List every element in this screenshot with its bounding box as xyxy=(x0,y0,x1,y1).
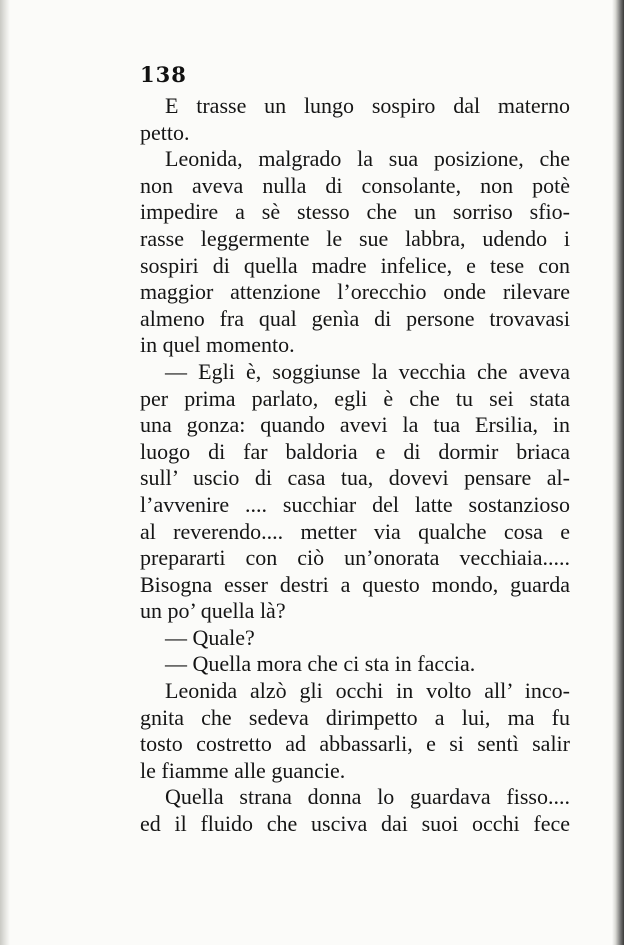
text-line: l’avvenire .... succhiar del latte sostanzioso xyxy=(140,491,570,517)
text-line: rasse leggermente le sue labbra, udendo i xyxy=(140,225,570,251)
text-line: petto. xyxy=(140,119,190,145)
page-left-edge xyxy=(0,0,10,945)
text-line: una gonza: quando avevi la tua Ersilia, in xyxy=(140,412,570,438)
text-line: luogo di far baldoria e di dormir briaca xyxy=(140,438,570,464)
text-line: Leonida, malgrado la sua posizione, che xyxy=(165,146,570,172)
text-line: maggior attenzione l’orecchio onde rilevare xyxy=(140,279,570,305)
body-text xyxy=(140,93,570,838)
text-line: impedire a sè stesso che un sorriso sfio- xyxy=(140,199,570,225)
page-right-edge xyxy=(612,0,624,945)
text-line: al reverendo.... metter via qualche cosa e xyxy=(140,518,570,544)
text-line: — Egli è, soggiunse la vecchia che aveva xyxy=(165,358,570,384)
text-line: Leonida alzò gli occhi in volto all’ inco- xyxy=(165,678,570,704)
text-line: — Quella mora che ci sta in faccia. xyxy=(165,651,476,677)
text-line: Bisogna esser destri a questo mondo, guarda xyxy=(140,571,570,597)
text-line: non aveva nulla di consolante, non potè xyxy=(140,172,570,198)
text-line: E trasse un lungo sospiro dal materno xyxy=(165,93,570,118)
page-number: 138 xyxy=(140,62,187,87)
text-line: per prima parlato, egli è che tu sei stata xyxy=(140,385,570,411)
text-line: Quella strana donna lo guardava fisso.... xyxy=(165,784,570,810)
text-line: tosto costretto ad abbassarli, e si sentì salir xyxy=(140,731,570,757)
text-line: prepararti con ciò un’onorata vecchiaia..... xyxy=(140,545,570,571)
text-line: sospiri di quella madre infelice, e tese con xyxy=(140,252,570,278)
text-line: — Quale? xyxy=(165,624,255,650)
text-line: in quel momento. xyxy=(140,332,295,358)
text-line: un po’ quella là? xyxy=(140,598,286,624)
text-line: le fiamme alle guancie. xyxy=(140,757,346,783)
text-line: ed il fluido che usciva dai suoi occhi fece xyxy=(140,811,570,837)
text-line: sull’ uscio di casa tua, dovevi pensare al- xyxy=(140,465,570,491)
text-line: almeno fra qual genìa di persone trovavasi xyxy=(140,305,570,331)
text-line: gnita che sedeva dirimpetto a lui, ma fu xyxy=(140,704,570,730)
